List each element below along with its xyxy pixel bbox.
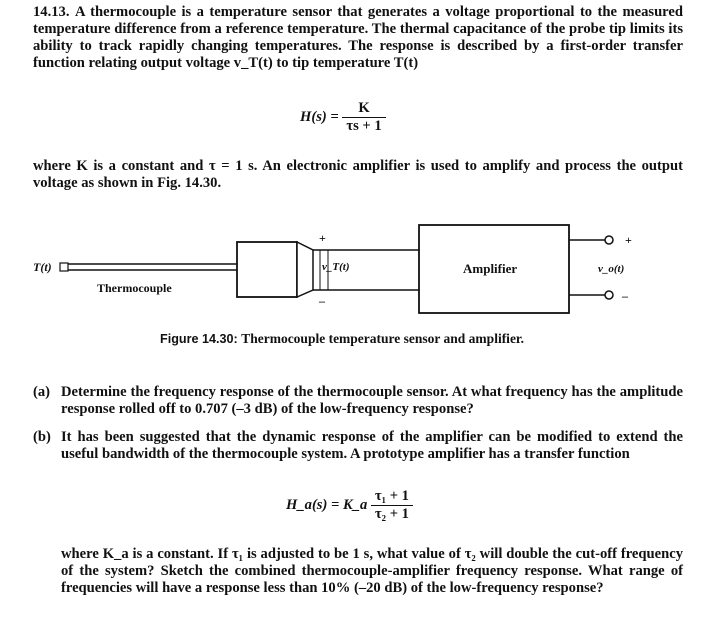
eq2-lhs: H_a(s) = K_a	[286, 496, 368, 513]
part-b-continued	[33, 546, 683, 597]
out-terminal-bottom	[605, 291, 613, 299]
eq2-fraction	[371, 488, 413, 523]
input-label: T(t)	[33, 260, 52, 274]
part-a-label: (a)	[33, 384, 51, 400]
eq2-denominator: τ₂ + 1	[374, 506, 409, 522]
sensor-label: Thermocouple	[97, 281, 172, 295]
part-b-label: (b)	[33, 429, 51, 445]
eq1-fraction	[342, 100, 385, 135]
vt-minus: –	[319, 294, 325, 308]
figure-caption	[160, 330, 524, 348]
problem-statement	[33, 4, 683, 72]
probe-tip	[60, 263, 68, 271]
block-diagram	[0, 220, 718, 330]
eq1-numerator: K	[342, 100, 385, 118]
vt-plus: +	[319, 231, 326, 245]
out-plus: +	[625, 233, 632, 247]
part-b-text: It has been suggested that the dynamic response of the amplifier can be modified to extend the useful bandwidth of the thermocouple system. A prototype amplifier has a transfer function	[61, 429, 683, 462]
part-a-text: Determine the frequency response of the thermocouple sensor. At what frequency has the amplitude response rolled off to 0.707 (–3 dB) of the low-frequency response?	[61, 384, 683, 417]
transfer-function-equation	[300, 100, 386, 135]
part-b	[33, 429, 683, 463]
eq1-lhs: H(s) =	[300, 108, 339, 125]
caption-prefix: Figure 14.30:	[160, 332, 238, 346]
out-minus: –	[622, 289, 628, 303]
caption-text: Thermocouple temperature sensor and amplifier.	[241, 331, 525, 346]
amplifier-transfer-equation	[286, 488, 413, 523]
problem-where-text: where K is a constant and τ = 1 s. An electronic amplifier is used to amplify and process the output voltage as shown in Fig. 14.30.	[33, 158, 683, 191]
problem-number: 14.13.	[33, 4, 70, 20]
eq2-numerator: τ₁ + 1	[371, 488, 413, 506]
thermocouple-connector	[297, 242, 313, 297]
problem-intro: A thermocouple is a temperature sensor that generates a voltage proportional to the measured temperature difference from a reference temperature. The thermal capacitance of the probe tip limits its ability to track rapidly changing temperatures. The response is described by a first-order transfer function relating output voltage v_T(t) to tip temperature T(t)	[33, 4, 683, 71]
amplifier-label: Amplifier	[463, 261, 518, 276]
part-b-text2: where K_a is a constant. If τ₁ is adjusted to be 1 s, what value of τ₂ will double the cut-off frequency of the system? Sketch the combined thermocouple-amplifier frequency response. What range of frequencies will have a response less than 10% (–20 dB) of the low-frequency response?	[61, 546, 683, 596]
part-a	[33, 384, 683, 418]
eq1-denominator: τs + 1	[346, 118, 382, 134]
vo-label: v_o(t)	[598, 263, 625, 275]
vt-label: v_T(t)	[322, 261, 350, 273]
thermocouple-body	[237, 242, 297, 297]
out-terminal-top	[605, 236, 613, 244]
